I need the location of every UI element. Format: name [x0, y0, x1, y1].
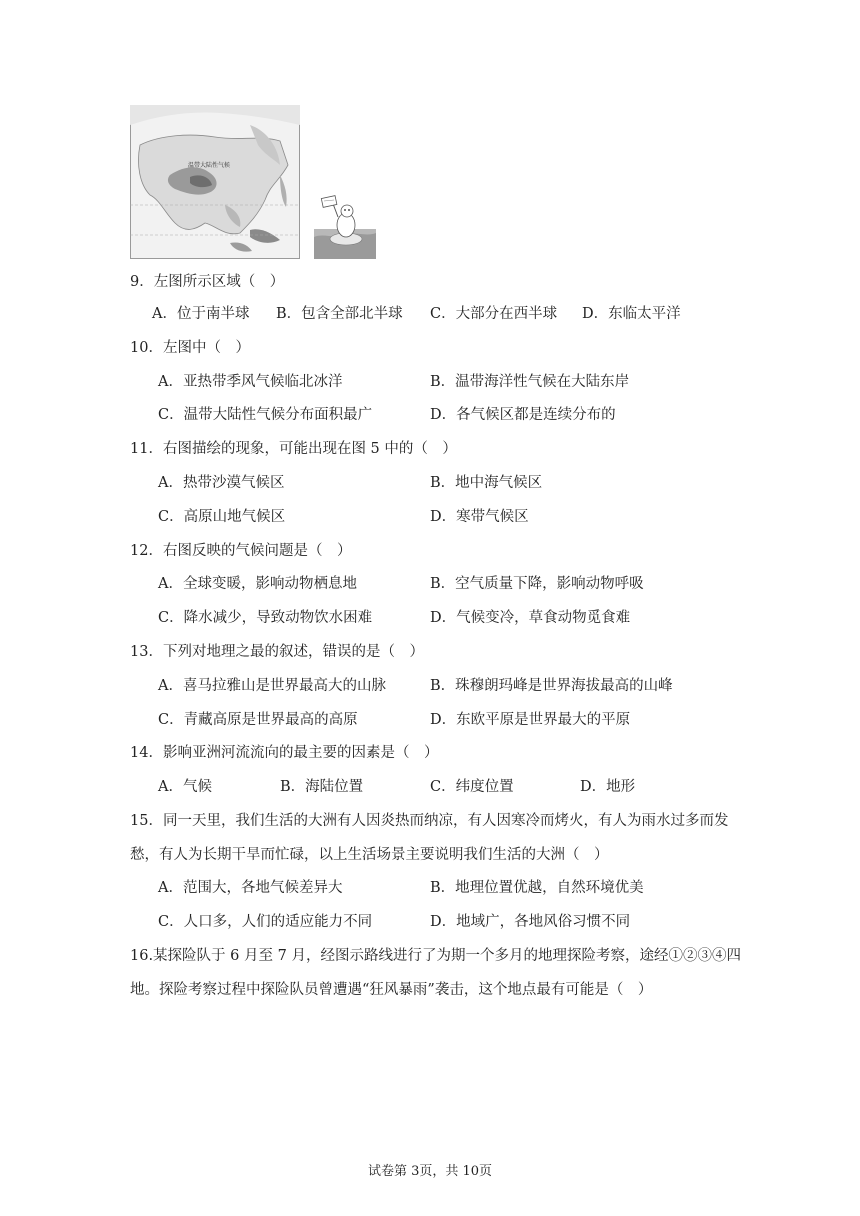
question-12-option-b[interactable]: B．空气质量下降，影响动物呼吸	[430, 576, 644, 592]
question-15-option-b[interactable]: B．地理位置优越，自然环境优美	[430, 880, 644, 896]
question-9-option-c[interactable]: C．大部分在西半球	[430, 306, 558, 322]
question-14-option-a[interactable]: A．气候	[158, 779, 212, 795]
polar-bear-on-ice-illustration	[314, 195, 376, 259]
question-10-option-c[interactable]: C．温带大陆性气候分布面积最广	[158, 407, 373, 423]
question-10-stem: 10．左图中（ ）	[130, 340, 250, 356]
question-14-option-c[interactable]: C．纬度位置	[430, 779, 514, 795]
question-12-option-c[interactable]: C．降水减少，导致动物饮水困难	[158, 610, 373, 626]
question-15-option-c[interactable]: C．人口多，人们的适应能力不同	[158, 914, 373, 930]
asia-climate-map	[130, 105, 300, 259]
question-14-option-b[interactable]: B．海陆位置	[280, 779, 364, 795]
question-12-stem: 12．右图反映的气候问题是（ ）	[130, 543, 352, 559]
question-14-stem: 14．影响亚洲河流流向的最主要的因素是（ ）	[130, 745, 439, 761]
question-13-stem: 13．下列对地理之最的叙述，错误的是（ ）	[130, 644, 424, 660]
question-11-option-b[interactable]: B．地中海气候区	[430, 475, 543, 491]
question-16-stem: 16.某探险队于 6 月至 7 月，经图示路线进行了为期一个多月的地理探险考察，途经①②③④四地。探险考察过程中探险队员曾遭遇“狂风暴雨”袭击，这个地点最有可能是（ ）	[130, 948, 741, 998]
question-12-option-d[interactable]: D．气候变冷，草食动物觅食难	[430, 610, 631, 626]
question-13-option-b[interactable]: B．珠穆朗玛峰是世界海拔最高的山峰	[430, 678, 673, 694]
question-13-option-c[interactable]: C．青藏高原是世界最高的高原	[158, 712, 358, 728]
question-11-option-d[interactable]: D．寒带气候区	[430, 509, 529, 525]
question-14-option-d[interactable]: D．地形	[580, 779, 636, 795]
question-13-option-a[interactable]: A．喜马拉雅山是世界最高大的山脉	[158, 678, 386, 694]
question-9-option-a[interactable]: A．位于南半球	[152, 306, 250, 322]
question-9-option-d[interactable]: D．东临太平洋	[582, 306, 681, 322]
question-10-option-d[interactable]: D．各气候区都是连续分布的	[430, 407, 616, 423]
map-label-continental: 温带大陆性气候	[188, 162, 231, 169]
question-12-option-a[interactable]: A．全球变暖，影响动物栖息地	[158, 576, 357, 592]
question-15-option-a[interactable]: A．范围大，各地气候差异大	[158, 880, 343, 896]
question-9-option-b[interactable]: B．包含全部北半球	[276, 306, 403, 322]
question-13-option-d[interactable]: D．东欧平原是世界最大的平原	[430, 712, 631, 728]
question-10-option-b[interactable]: B．温带海洋性气候在大陆东岸	[430, 374, 630, 390]
page-footer: 试卷第 3页，共 10页	[367, 1164, 493, 1179]
figures	[130, 105, 370, 261]
question-11-option-a[interactable]: A．热带沙漠气候区	[158, 475, 285, 491]
question-11-option-c[interactable]: C．高原山地气候区	[158, 509, 286, 525]
question-15-stem: 15．同一天里，我们生活的大洲有人因炎热而纳凉，有人因寒冷而烤火，有人为雨水过多而发愁，有人为长期干旱而忙碌，以上生活场景主要说明我们生活的大洲（ ）	[130, 813, 729, 863]
question-15-option-d[interactable]: D．地域广，各地风俗习惯不同	[430, 914, 631, 930]
question-9-stem: 9．左图所示区域（ ）	[130, 274, 285, 290]
question-11-stem: 11．右图描绘的现象，可能出现在图 5 中的（ ）	[130, 441, 457, 457]
question-10-option-a[interactable]: A．亚热带季风气候临北冰洋	[158, 374, 343, 390]
